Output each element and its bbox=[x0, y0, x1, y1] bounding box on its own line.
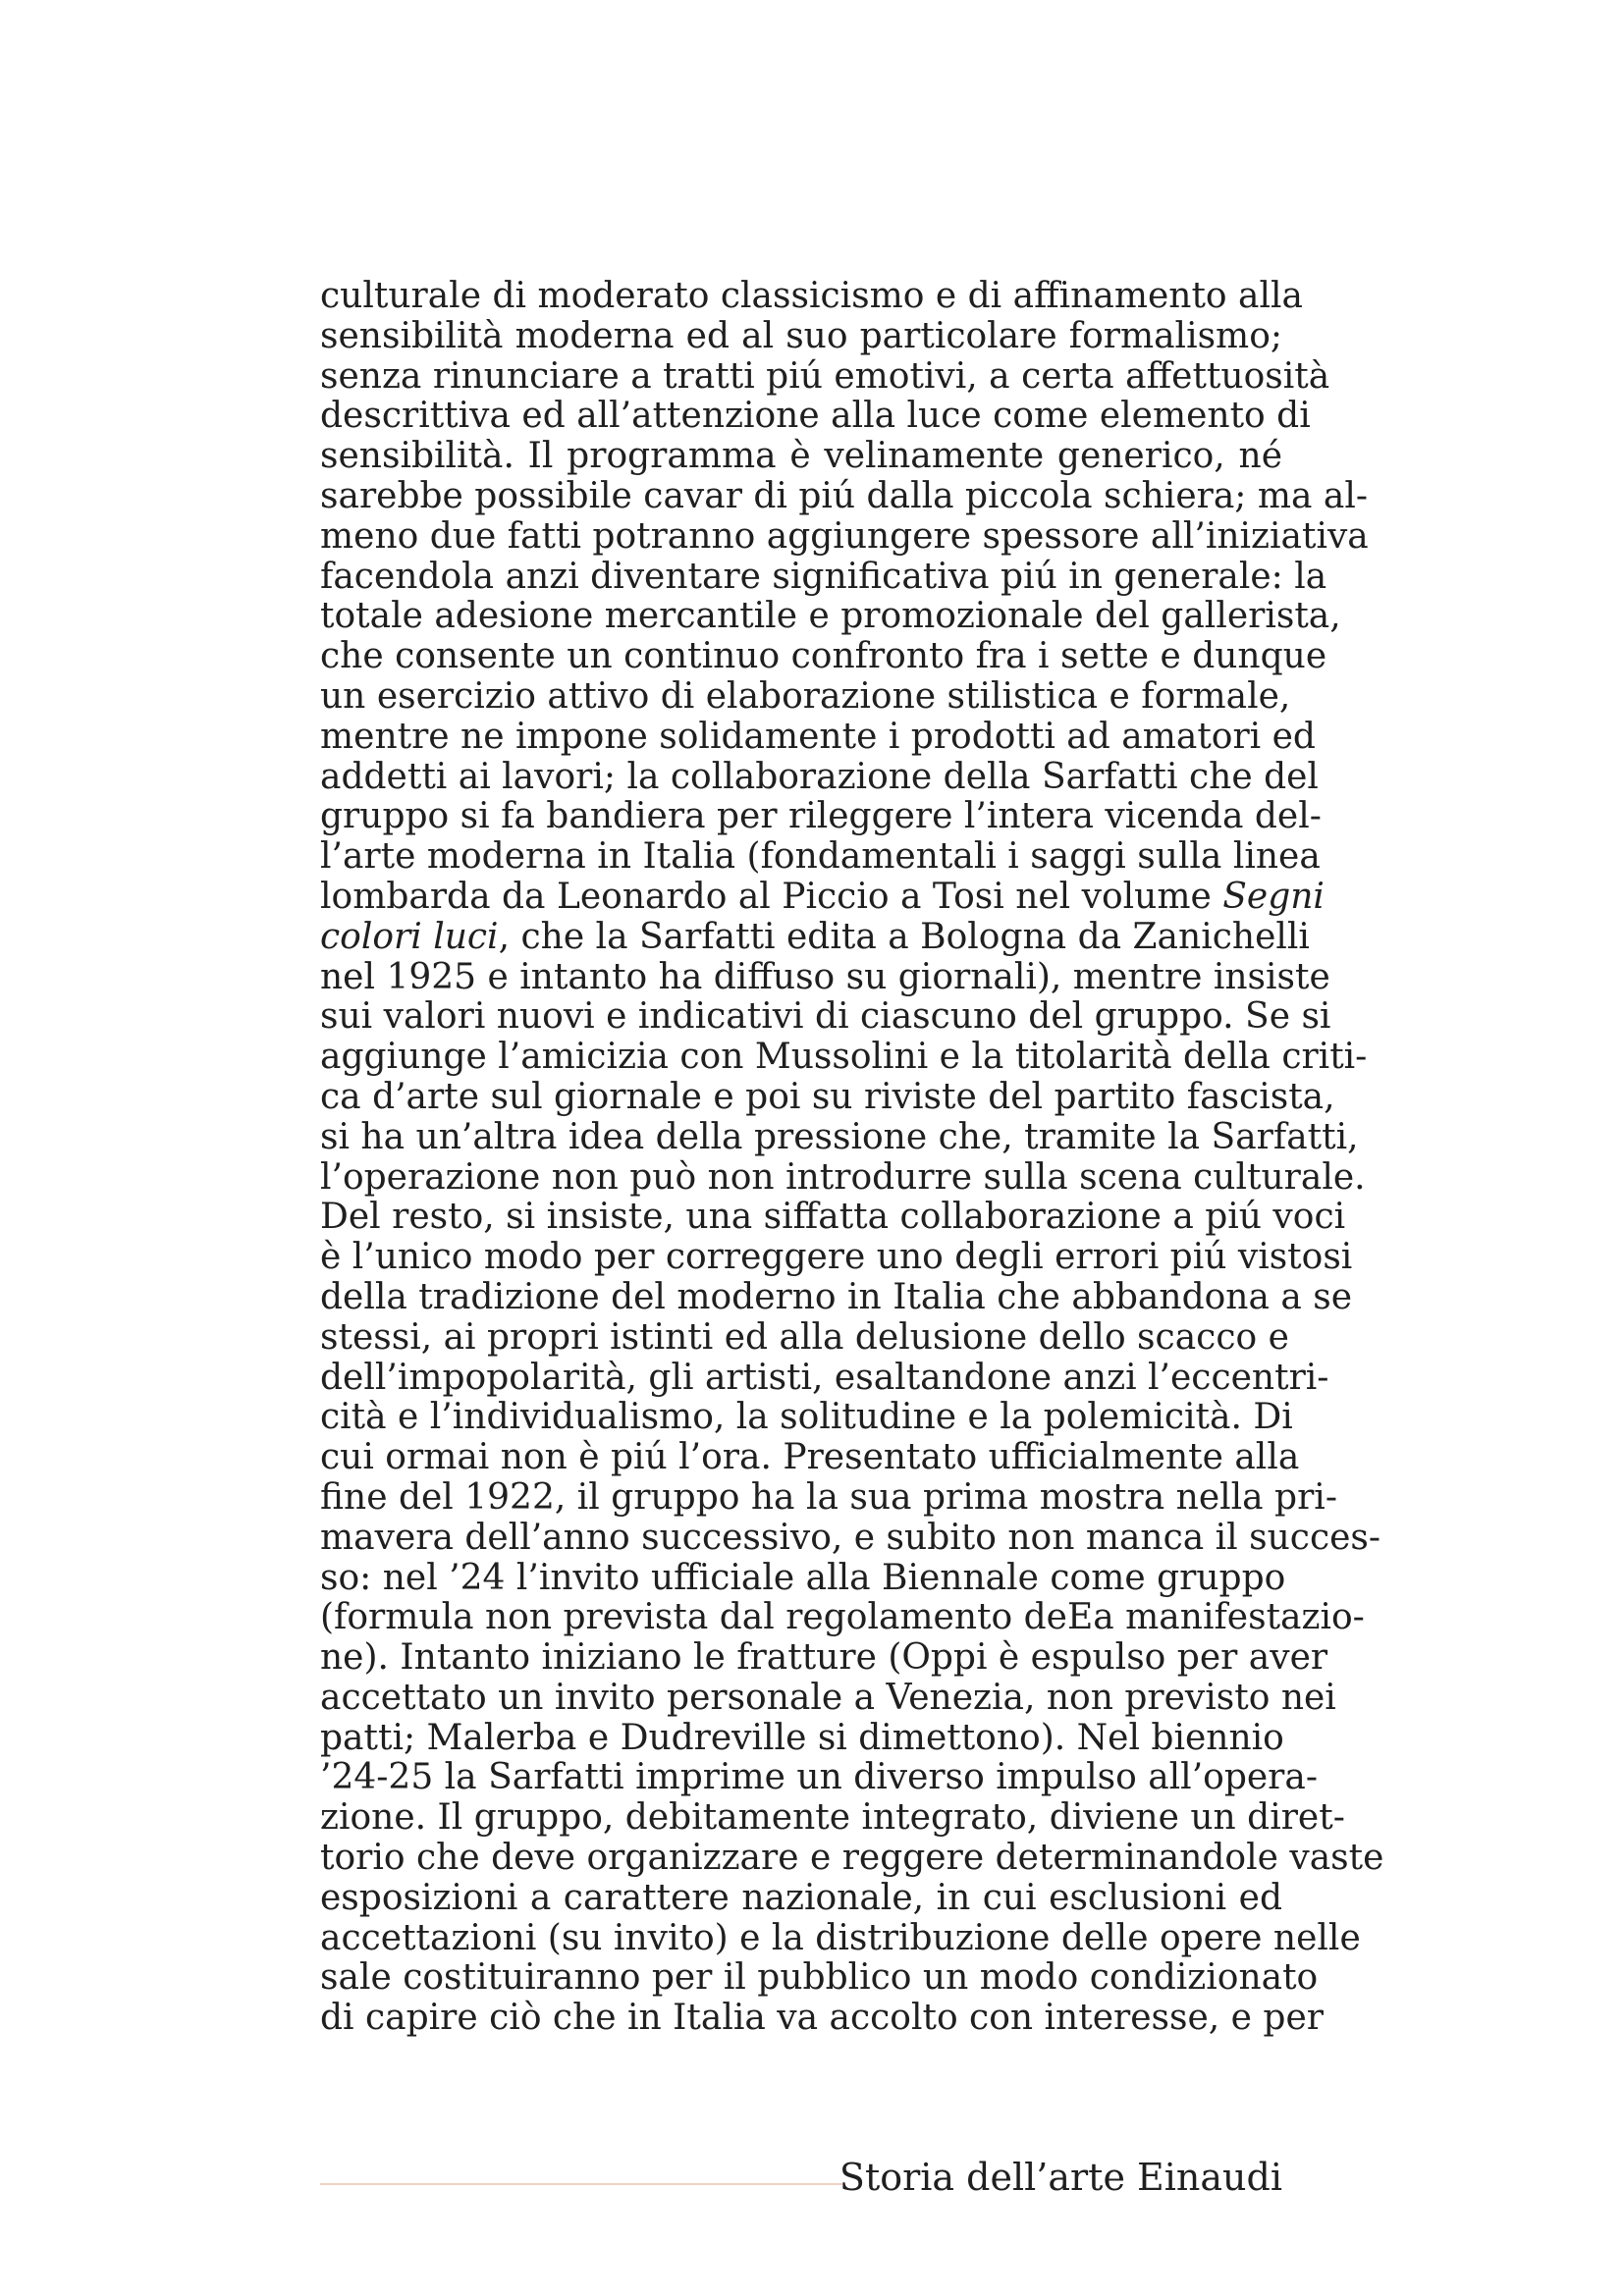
footer-series-title: Storia dell’arte Einaudi bbox=[839, 2156, 1282, 2199]
text-line: addetti ai lavori; la collaborazione della Sarfatti che del bbox=[320, 756, 1319, 797]
text-line: della tradizione del moderno in Italia che abbandona a se bbox=[320, 1276, 1353, 1317]
text-line: descrittiva ed all’attenzione alla luce come elemento di bbox=[320, 396, 1311, 437]
text-line: esposizioni a carattere nazionale, in cui esclusioni ed bbox=[320, 1877, 1282, 1918]
text-line: mentre ne impone solidamente i prodotti ad amatori ed bbox=[320, 716, 1316, 757]
text-line: so: nel ’24 l’invito ufficiale alla Biennale come gruppo bbox=[320, 1557, 1286, 1598]
text-line: stessi, ai propri istinti ed alla delusione dello scacco e bbox=[320, 1316, 1289, 1358]
text-line: sensibilità. Il programma è velinamente generico, né bbox=[320, 436, 1282, 477]
text-line: sarebbe possibile cavar di piú dalla piccola schiera; ma al- bbox=[320, 475, 1369, 516]
text-line: di capire ciò che in Italia va accolto con interesse, e per bbox=[320, 1998, 1324, 2039]
text-line: culturale di moderato classicismo e di affinamento alla bbox=[320, 276, 1303, 316]
text-line: mavera dell’anno successivo, e subito non manca il succes- bbox=[320, 1517, 1381, 1558]
text-line: sale costituiranno per il pubblico un modo condizionato bbox=[320, 1957, 1319, 1999]
text-line: che consente un continuo confronto fra i sette e dunque bbox=[320, 636, 1327, 677]
text-line: è l’unico modo per correggere uno degli errori piú vistosi bbox=[320, 1237, 1353, 1278]
text-line: accettazioni (su invito) e la distribuzione delle opere nelle bbox=[320, 1917, 1361, 1958]
text-line: Del resto, si insiste, una siffatta collaborazione a piú voci bbox=[320, 1197, 1346, 1238]
text-line: meno due fatti potranno aggiungere spessore all’iniziativa bbox=[320, 515, 1369, 557]
footer-rule bbox=[320, 2183, 842, 2185]
text-line: dell’impopolarità, gli artisti, esaltandone anzi l’eccentri- bbox=[320, 1357, 1329, 1398]
text-line: fine del 1922, il gruppo ha la sua prima mostra nella pri- bbox=[320, 1476, 1337, 1518]
text-line: ’24-25 la Sarfatti imprime un diverso impulso all’opera- bbox=[320, 1757, 1318, 1798]
text-line-with-title bbox=[320, 876, 1325, 918]
text-line: ne). Intanto iniziano le fratture (Oppi è espulso per aver bbox=[320, 1637, 1328, 1679]
text-line: l’arte moderna in Italia (fondamentali i saggi sulla linea bbox=[320, 836, 1321, 878]
text-line: cui ormai non è piú l’ora. Presentato ufficialmente alla bbox=[320, 1437, 1300, 1478]
text-line: ca d’arte sul giornale e poi su riviste del partito fascista, bbox=[320, 1076, 1335, 1117]
text-line: sui valori nuovi e indicativi di ciascuno del gruppo. Se si bbox=[320, 996, 1331, 1038]
book-title-part-2: colori luci bbox=[320, 916, 499, 957]
text-line: totale adesione mercantile e promozionale del gallerista, bbox=[320, 596, 1341, 637]
text-fragment: , che la Sarfatti edita a Bologna da Zanichelli bbox=[498, 916, 1310, 957]
text-line: accettato un invito personale a Venezia, non previsto nei bbox=[320, 1677, 1336, 1718]
text-line: un esercizio attivo di elaborazione stilistica e formale, bbox=[320, 675, 1291, 717]
text-line: gruppo si fa bandiera per rileggere l’intera vicenda del- bbox=[320, 796, 1322, 837]
text-line: senza rinunciare a tratti piú emotivi, a certa affettuosità bbox=[320, 355, 1330, 397]
text-line: l’operazione non può non introdurre sulla scena culturale. bbox=[320, 1156, 1366, 1198]
text-line: patti; Malerba e Dudreville si dimettono). Nel biennio bbox=[320, 1717, 1284, 1758]
text-line: nel 1925 e intanto ha diffuso su giornali), mentre insiste bbox=[320, 956, 1330, 997]
text-fragment: lombarda da Leonardo al Piccio a Tosi nel volume bbox=[320, 876, 1223, 917]
text-line: torio che deve organizzare e reggere determinandole vaste bbox=[320, 1838, 1384, 1879]
body-text bbox=[320, 276, 1384, 2039]
text-line: zione. Il gruppo, debitamente integrato, diviene un diret- bbox=[320, 1797, 1345, 1839]
text-line: cità e l’individualismo, la solitudine e la polemicità. Di bbox=[320, 1397, 1293, 1438]
book-title-part-1: Segni bbox=[1222, 876, 1325, 917]
text-line: aggiunge l’amicizia con Mussolini e la titolarità della criti- bbox=[320, 1037, 1368, 1078]
text-line-with-title bbox=[320, 916, 1310, 958]
text-line: (formula non prevista dal regolamento deEa manifestazio- bbox=[320, 1597, 1365, 1638]
text-line: facendola anzi diventare significativa piú in generale: la bbox=[320, 556, 1327, 597]
text-line: sensibilità moderna ed al suo particolare formalismo; bbox=[320, 315, 1282, 356]
text-line: si ha un’altra idea della pressione che, tramite la Sarfatti, bbox=[320, 1116, 1359, 1157]
